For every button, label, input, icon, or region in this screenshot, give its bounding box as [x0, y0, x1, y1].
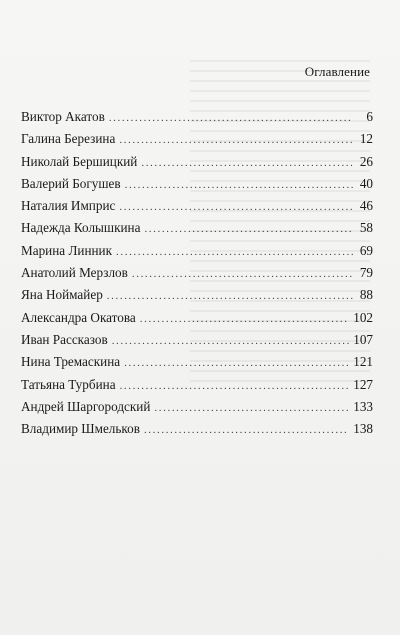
toc-entry	[21, 217, 373, 239]
author-name: Владимир Шмельков	[21, 421, 140, 437]
dot-leader	[144, 218, 353, 240]
page-number: 138	[353, 421, 373, 437]
dot-leader	[125, 174, 353, 196]
author-name: Александра Окатова	[21, 309, 136, 325]
toc-entry	[21, 151, 373, 173]
toc-entry	[21, 128, 373, 150]
dot-leader	[154, 397, 349, 419]
author-name: Анатолий Мерзлов	[21, 265, 128, 281]
toc-entry	[21, 106, 373, 128]
dot-leader	[112, 330, 350, 352]
page-number: 79	[359, 265, 373, 281]
author-name: Нина Тремаскина	[21, 354, 121, 370]
toc-entry	[21, 329, 373, 351]
toc-entry	[21, 262, 373, 284]
table-of-contents	[21, 106, 373, 440]
author-name: Андрей Шаргородский	[21, 398, 151, 414]
author-name: Виктор Акатов	[21, 109, 105, 124]
page-number: 12	[359, 131, 373, 147]
author-name: Яна Ноймайер	[21, 287, 103, 303]
dot-leader	[107, 285, 353, 307]
dot-leader	[141, 152, 353, 174]
dot-leader	[140, 308, 349, 330]
toc-entry	[21, 240, 373, 262]
author-name: Марина Линник	[21, 242, 113, 258]
page-number: 88	[359, 287, 373, 303]
author-name: Наталия Имприс	[21, 198, 116, 214]
dot-leader	[132, 263, 353, 285]
author-name: Валерий Богушев	[21, 175, 121, 191]
dot-leader	[119, 129, 353, 151]
page-number: 133	[353, 398, 373, 414]
toc-entry	[21, 418, 373, 440]
toc-entry	[21, 284, 373, 306]
toc-heading: Оглавление	[304, 64, 370, 79]
toc-entry	[21, 173, 373, 195]
dot-leader	[119, 196, 353, 218]
page-number: 69	[359, 242, 373, 258]
dot-leader	[116, 241, 353, 263]
author-name: Иван Рассказов	[21, 331, 108, 347]
author-name: Николай Бершицкий	[21, 153, 138, 169]
dot-leader	[144, 419, 349, 441]
page-number: 58	[359, 220, 373, 236]
toc-entry	[21, 374, 373, 396]
page-number: 107	[353, 331, 373, 347]
page-number: 46	[359, 198, 373, 214]
toc-entry	[21, 351, 373, 373]
page-number: 40	[359, 175, 373, 191]
page-number: 127	[353, 376, 373, 392]
author-name: Надежда Колышкина	[21, 220, 141, 236]
dot-leader	[109, 107, 353, 129]
dot-leader	[124, 352, 349, 374]
toc-entry	[21, 307, 373, 329]
toc-entry	[21, 396, 373, 418]
toc-entry	[21, 195, 373, 217]
author-name: Татьяна Турбина	[21, 376, 116, 392]
dot-leader	[120, 375, 350, 397]
page-number: 102	[353, 309, 373, 325]
author-name: Галина Березина	[21, 131, 116, 147]
page-number: 6	[366, 109, 373, 124]
page-number: 26	[359, 153, 373, 169]
page-number: 121	[353, 354, 373, 370]
